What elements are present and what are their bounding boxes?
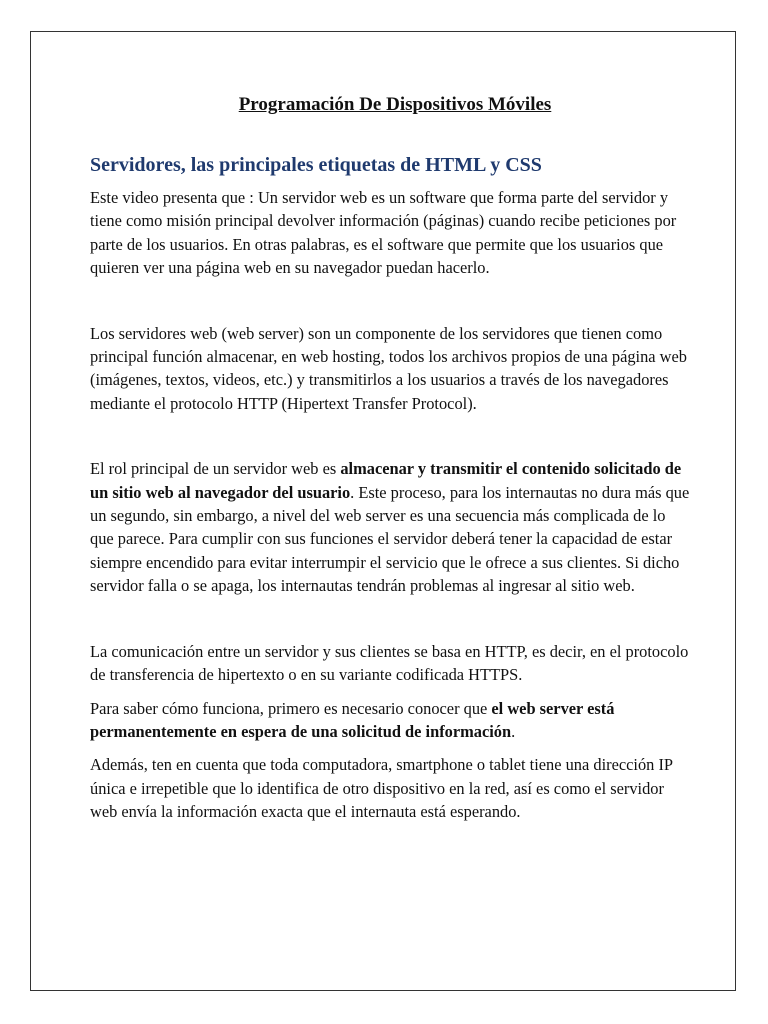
paragraph-5-text-start: Para saber cómo funciona, primero es necesario conocer que xyxy=(90,698,492,718)
paragraph-2: Los servidores web (web server) son un componente de los servidores que tienen como principal función almacenar, en web hosting, todos los archivos propios de una página web (imágenes, textos, videos, etc.) y transmitirlos a los usuarios a través de los navegadores mediante el protocolo HTTP (Hipertext Transfer Protocol). xyxy=(90,323,687,413)
paragraph-4: La comunicación entre un servidor y sus clientes se basa en HTTP, es decir, en el protocolo de transferencia de hipertexto o en su variante codificada HTTPS. xyxy=(90,641,689,685)
section-heading: Servidores, las principales etiquetas de HTML y CSS xyxy=(90,154,542,176)
paragraph-3-text-end: . Este proceso, para los internautas no dura más que un segundo, sin embargo, a nivel del web server es una secuencia más complicada de lo que parece. Para cumplir con sus funciones el servidor deberá tener la capacidad de estar siempre encendido para evitar interrumpir el servicio que le ofrece a sus clientes. Si dicho servidor falla o se apaga, los internautas tendrán problemas al ingresar al sitio web. xyxy=(90,482,690,596)
paragraph-5-bold-text: el web server está permanentemente en espera de una solicitud de información xyxy=(90,698,615,741)
paragraph-3-bold-text: almacenar y transmitir el contenido solicitado de un sitio web al navegador del usuario xyxy=(90,459,682,502)
paragraph-5 xyxy=(90,697,690,744)
paragraph-5-text-end: . xyxy=(511,721,516,741)
paragraph-1: Este video presenta que : Un servidor web es un software que forma parte del servidor y tiene como misión principal devolver información (páginas) cuando recibe peticiones por parte de los usuarios. En otras palabras, es el software que permite que los usuarios que quieren ver una página web en su navegador puedan hacerlo. xyxy=(90,188,677,278)
paragraph-3 xyxy=(90,457,690,597)
paragraph-6: Además, ten en cuenta que toda computadora, smartphone o tablet tiene una dirección IP única e irrepetible que lo identifica de otro dispositivo en la red, así es como el servidor web envía la información exacta que el internauta está esperando. xyxy=(90,755,673,822)
document-content xyxy=(90,92,690,824)
paragraph-3-text-start: El rol principal de un servidor web es xyxy=(90,459,341,479)
document-title: Programación De Dispositivos Móviles xyxy=(238,94,552,115)
